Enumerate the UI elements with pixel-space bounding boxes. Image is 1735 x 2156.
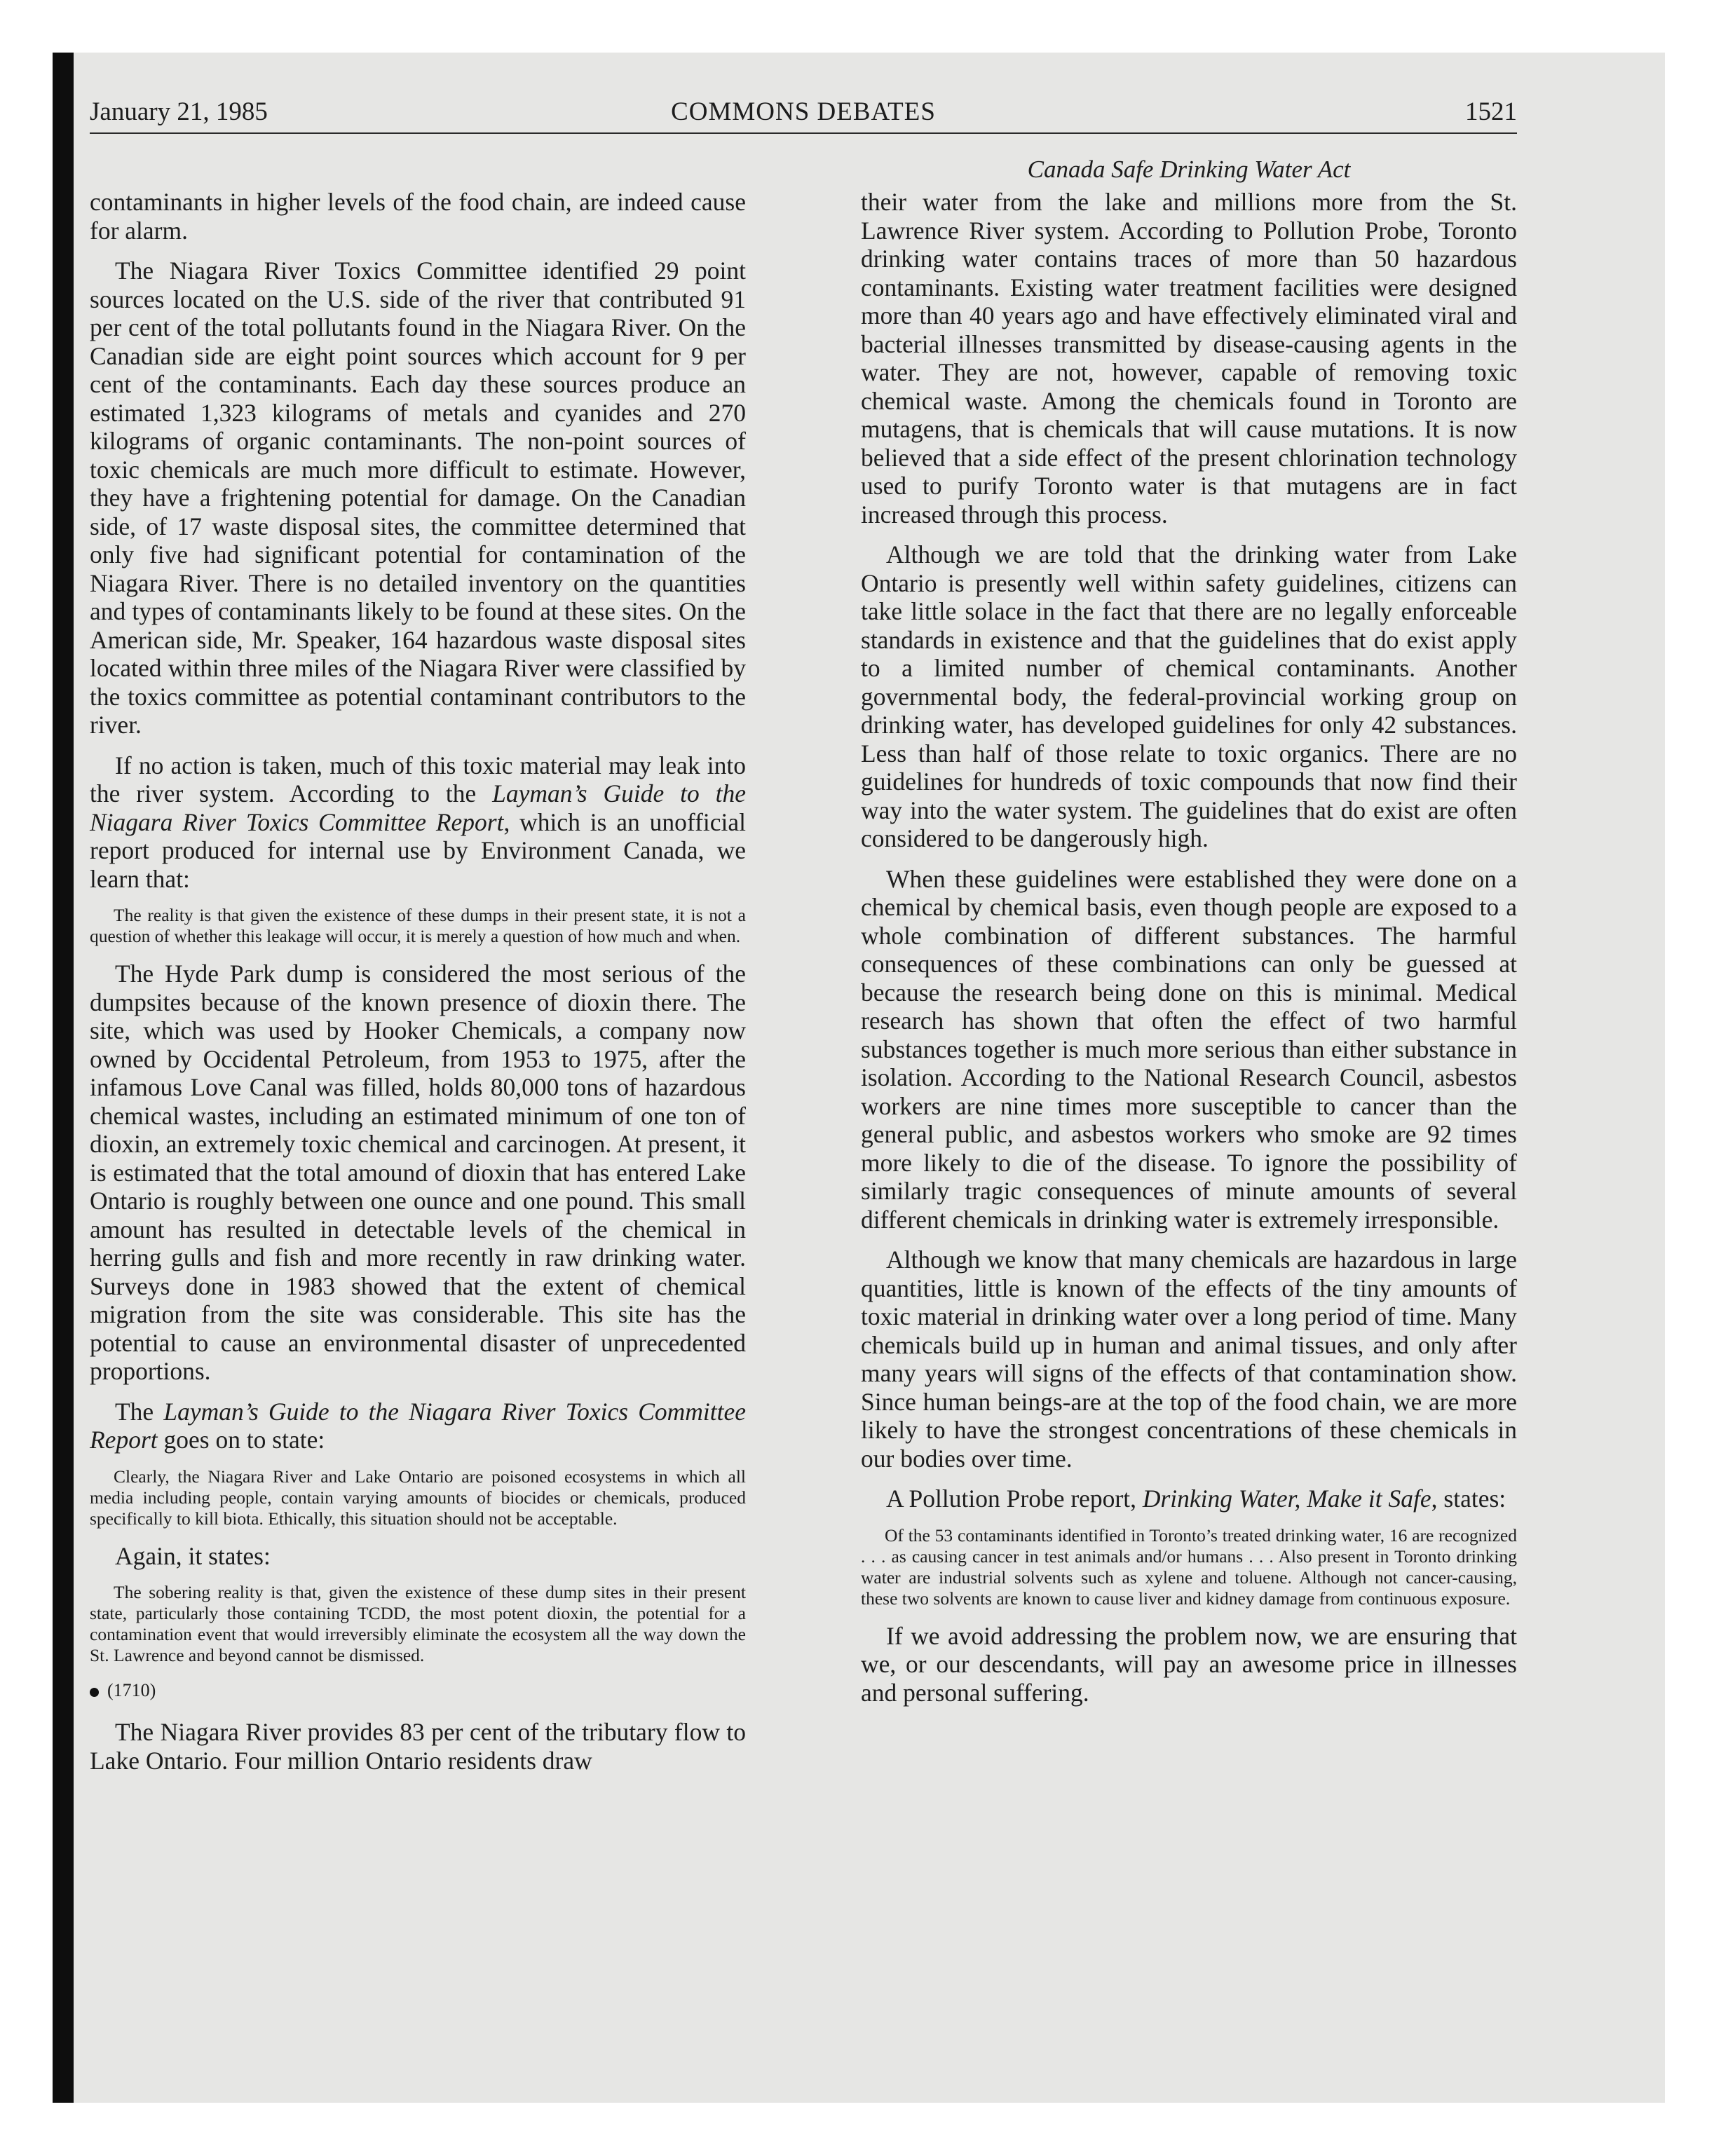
paragraph: Again, it states: [115,1541,271,1570]
block-quote: The reality is that given the existence of these dumps in their present state, it is not a question of whether this leakage will occur, it is merely a question of how much and when. [90,905,746,946]
report-title: Layman’s Guide to the Niagara River Toxics Committee Report [90,779,747,836]
paragraph: The Niagara River Toxics Committee identified 29 point sources located on the U.S. side of the river that contributed 91 per cent of the total pollutants found in the Niagara River. On the Canadian side are eight point sources which account for 9 per cent of the contaminants. Each day these sources produce an estimated 1,323 kilograms of metals and cyanides and 270 kilograms of organic contaminants. The non-point sources of toxic chemicals are much more difficult to estimate. However, they have a frightening potential for damage. On the Canadian side, of 17 waste disposal sites, the committee determined that only five had significant potential for contamination of the Niagara River. There is no detailed inventory on the quantities and types of contaminants likely to be found at these sites. On the American side, Mr. Speaker, 164 hazardous waste disposal sites located within three miles of the Niagara River were classified by the toxics committee as potential contaminant contributors to the river. [90,257,746,739]
paragraph: contaminants in higher levels of the food chain, are indeed cause for alarm. [90,188,746,245]
paragraph: The Layman’s Guide to the Niagara River Toxics Committee Report goes on to state: [90,1397,746,1454]
block-quote: Of the 53 contaminants identified in Toronto’s treated drinking water, 16 are recognized . . . as causing cancer in test animals and/or humans . . . Also present in Toronto drinking water are industrial solvents such as xylene and toluene. Although not cancer-causing, these two solvents are known to cause liver and kidney damage from continuous exposure. [861,1524,1517,1609]
header-page-number: 1521 [1465,97,1517,126]
paragraph: Although we know that many chemicals are hazardous in large quantities, little is known of the effects of the tiny amounts of toxic material in drinking water over a long period of time. Many chemicals build up in human and animal tissues, and only after many years will signs of the effects of that contamination show. Since human beings-are at the top of the food chain, we are more likely to have the strongest concentrations of these chemicals in our bodies over time. [861,1246,1517,1473]
block-quote: The sobering reality is that, given the existence of these dump sites in their present state, particularly those containing TCDD, the most potent dioxin, the potential for a contamination event that would irreversibly eliminate the ecosystem all the way down the St. Lawrence and beyond cannot be dismissed. [90,1582,746,1665]
paragraph: The Niagara River provides 83 per cent of the tributary flow to Lake Ontario. Four million Ontario residents draw [90,1718,746,1775]
paragraph: The Hyde Park dump is considered the most serious of the dumpsites because of the known presence of dioxin there. The site, which was used by Hooker Chemicals, a company now owned by Occidental Petroleum, from 1953 to 1975, after the infamous Love Canal was filled, holds 80,000 tons of hazardous chemical wastes, including an estimated minimum of one ton of dioxin, an extremely toxic chemical and carcinogen. At present, it is estimated that the total amound of dioxin that has entered Lake Ontario is roughly between one ounce and one pound. This small amount has resulted in detectable levels of the chemical in herring gulls and fish and more recently in raw drinking water. Surveys done in 1983 showed that the extent of chemical migration from the site was considerable. This site has the potential to cause an environmental disaster of unprecedented proportions. [90,960,746,1385]
block-quote: Clearly, the Niagara River and Lake Ontario are poisoned ecosystems in which all media including people, contain varying amounts of biocides or chemicals, produced specifically to kill biota. Ethically, this situation should not be acceptable. [90,1466,746,1529]
binding-edge [53,53,74,2103]
paragraph: A Pollution Probe report, Drinking Water, Make it Safe, states: [886,1485,1506,1513]
paragraph: If we avoid addressing the problem now, we are ensuring that we, or our descendants, will pay an awesome price in illnesses and personal suffering. [861,1621,1517,1707]
header-rule [90,132,1517,134]
report-title: Layman’s Guide to the Niagara River Toxics Committee Report [90,1397,746,1454]
header-date: January 21, 1985 [90,97,268,126]
left-column [90,188,746,1787]
paragraph: When these guidelines were established they were done on a chemical by chemical basis, even though people are exposed to a whole combination of different substances. The harmful consequences of these combinations can only be guessed at because the research being done on this is minimal. Medical research has shown that often the effect of two harmful substances together is much more serious than either substance in isolation. According to the National Research Council, asbestos workers are nine times more susceptible to cancer than the general public, and asbestos workers who smoke are 92 times more likely to die of the disease. To ignore the possibility of similarly tragic consequences of minute amounts of several different chemicals in drinking water is extremely irresponsible. [861,864,1517,1234]
paragraph: Although we are told that the drinking water from Lake Ontario is presently well within safety guidelines, citizens can take little solace in the fact that there are no legally enforceable standards in existence and that the guidelines that do exist apply to a limited number of chemical contaminants. Another governmental body, the federal-provincial working group on drinking water, has developed guidelines for only 42 substances. Less than half of those relate to toxic organics. There are no guidelines for hundreds of toxic compounds that now find their way into the water system. The guidelines that do exist are often considered to be dangerously high. [861,540,1517,852]
header-title: COMMONS DEBATES [671,97,936,126]
paragraph: their water from the lake and millions more from the St. Lawrence River system. According to Pollution Probe, Toronto drinking water contains traces of more than 50 hazardous contaminants. Existing water treatment facilities were designed more than 40 years ago and have effectively eliminated viral and bacterial illnesses transmitted by disease-causing agents in the water. They are not, however, capable of removing toxic chemical waste. Among the chemicals found in Toronto are mutagens, that is chemicals that will cause mutations. It is now believed that a side effect of the present chlorination technology used to purify Toronto water is that mutagens are in fact increased through this process. [861,188,1517,528]
page-header [90,93,1517,131]
report-title: Drinking Water, Make it Safe [1142,1485,1431,1513]
paragraph: If no action is taken, much of this toxic material may leak into the river system. According to the Layman’s Guide to the Niagara River Toxics Committee Report, which is an unofficial report produced for internal use by Environment Canada, we learn that: [90,751,747,893]
time-marker: (1710) [90,1679,746,1703]
right-column [861,188,1517,1719]
bullet-icon [90,1688,99,1697]
running-head: Canada Safe Drinking Water Act [1027,156,1351,183]
